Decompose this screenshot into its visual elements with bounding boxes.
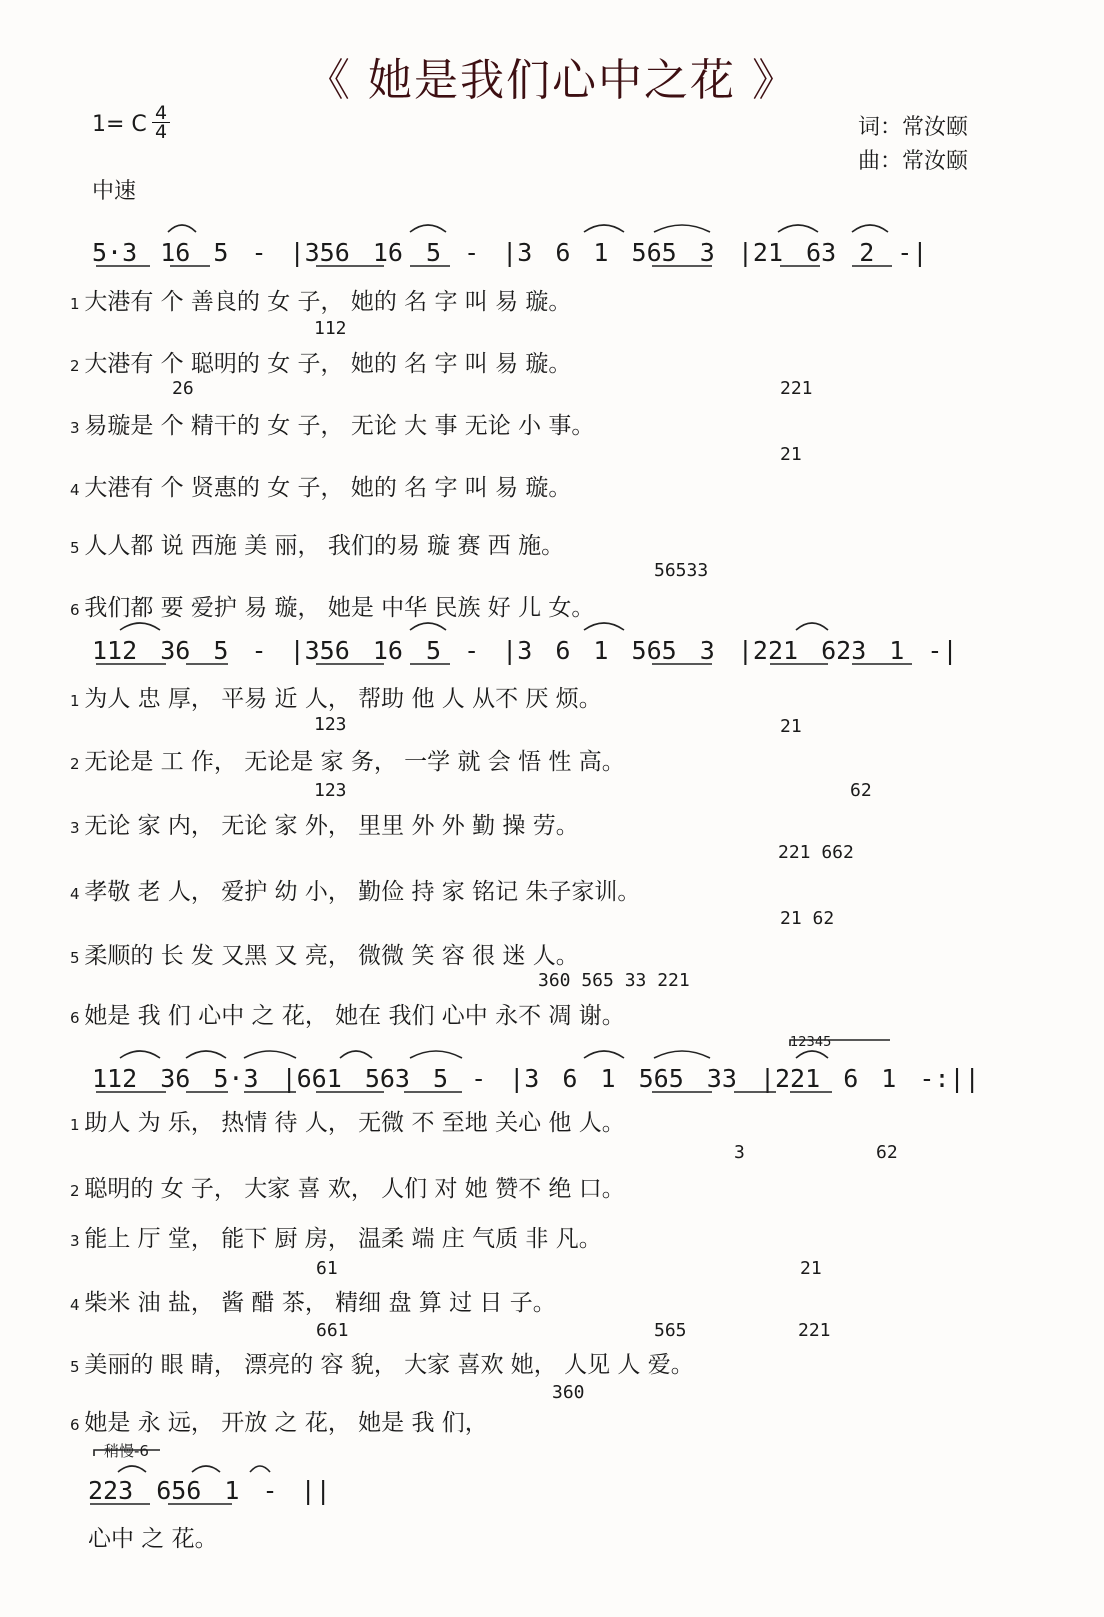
volta-line	[790, 1040, 890, 1046]
variant-notes: 26	[172, 378, 194, 399]
ritard-line	[94, 1450, 160, 1456]
lyric-line: 能上 厅 堂， 能下 厨 房， 温柔 端 庄 气质 非 凡。	[84, 1226, 602, 1252]
slur-arc	[244, 1051, 296, 1058]
slur-arc	[410, 623, 446, 630]
slur-arc	[410, 225, 446, 232]
slur-arc	[120, 1051, 160, 1058]
lyric-line: 大港有 个 贤惠的 女 子， 她的 名 字 叫 易 璇。	[84, 475, 572, 501]
notation-line-1: 5·3 16 5 - |356 16 5 - |3 6 1 565 3 |21 63 2 -|	[92, 238, 928, 267]
lyric-line: 人人都 说 西施 美 丽， 我们的易 璇 赛 西 施。	[84, 533, 565, 559]
ending-notation: 223 656 1 - ||	[88, 1476, 331, 1505]
time-top: 4	[154, 102, 168, 124]
slur-arc	[340, 1051, 372, 1058]
lyric-line: 孝敬 老 人， 爱护 幼 小， 勤俭 持 家 铭记 朱子家训。	[84, 879, 641, 905]
variant-notes: 123	[314, 714, 347, 735]
lyric-line: 美丽的 眼 睛， 漂亮的 容 貌， 大家 喜欢 她， 人见 人 爱。	[84, 1352, 694, 1378]
lyric-line: 助人 为 乐， 热情 待 人， 无微 不 至地 关心 他 人。	[84, 1110, 625, 1136]
lyric-line: 易璇是 个 精干的 女 子， 无论 大 事 无论 小 事。	[84, 413, 595, 439]
page-title: 《 她是我们心中之花 》	[306, 55, 798, 106]
slur-arc	[654, 225, 710, 232]
slur-arc	[796, 1051, 828, 1058]
variant-notes: 360 565 33 221	[538, 970, 690, 991]
key-signature: 1= C	[92, 112, 147, 137]
variant-notes: 565	[654, 1320, 687, 1341]
slur-arc	[168, 225, 196, 232]
fermata-arc	[250, 1466, 270, 1472]
notation-line-2: 112 36 5 - |356 16 5 - |3 6 1 565 3 |221 623 1 -|	[92, 636, 958, 665]
variant-notes: 21	[780, 444, 802, 465]
ending-marker: 稍慢-6	[104, 1442, 149, 1460]
variant-notes: 123	[314, 780, 347, 801]
lyric-line: 她是 我 们 心中 之 花， 她在 我们 心中 永不 凋 谢。	[84, 1003, 625, 1029]
lyric-line: 她是 永 远， 开放 之 花， 她是 我 们，	[84, 1410, 488, 1436]
slur-arc	[584, 1051, 624, 1058]
slur-arc	[120, 623, 160, 630]
time-bottom: 4	[152, 122, 170, 141]
slur-arc	[584, 623, 624, 630]
variant-notes: 3	[734, 1142, 745, 1163]
variant-notes: 21 62	[780, 908, 835, 929]
variant-notes: 661	[316, 1320, 349, 1341]
lyric-line: 聪明的 女 子， 大家 喜 欢， 人们 对 她 赞不 绝 口。	[84, 1176, 625, 1202]
variant-notes: 62	[850, 780, 872, 801]
slur-arc	[778, 225, 818, 232]
variant-notes: 221	[798, 1320, 831, 1341]
slur-arc	[584, 225, 624, 232]
lyric-line: 大港有 个 聪明的 女 子， 她的 名 字 叫 易 璇。	[84, 351, 572, 377]
variant-notes: 221	[780, 378, 813, 399]
notation-line-3: 112 36 5·3 |661 563 5 - |3 6 1 565 33 |221 6 1 -:||	[92, 1064, 980, 1093]
slur-arc	[796, 623, 828, 630]
lyric-line: 我们都 要 爱护 易 璇， 她是 中华 民族 好 儿 女。	[84, 595, 595, 621]
ending-lyric: 心中 之 花。	[88, 1526, 218, 1552]
variant-notes: 61	[316, 1258, 338, 1279]
slur-arc	[410, 1051, 462, 1058]
variant-notes: 221 662	[778, 842, 854, 863]
volta-bracket: 12345	[790, 1035, 832, 1050]
slur-arc	[192, 1466, 220, 1472]
composer: 曲：常汝颐	[858, 149, 969, 174]
slur-arc	[654, 1051, 710, 1058]
lyrics-block-1: 1 大港有 个 善良的 女 子， 她的 名 字 叫 易 璇。 2 大港有 个 聪明的 女 子， 她的 名 字 叫 易 璇。 3 易璇是 个 精干的 女 子， 无论 大 事 无论 小 事。 4 大港有 个 贤惠的 女 子， 她的 名 字 叫 易 璇。 5 人人都 说 西施 美 丽， 我们的易 璇 赛 西 施。 6 我们都 要 爱护 易 璇， 她是 中华 民族 好 儿 女。	[70, 289, 595, 621]
lyrics-block-2: 1 为人 忠 厚， 平易 近 人， 帮助 他 人 从不 厌 烦。 2 无论是 工 作， 无论是 家 务， 一学 就 会 悟 性 高。 3 无论 家 内， 无论 家 外， 里里 外 外 勤 操 劳。 4 孝敬 老 人， 爱护 幼 小， 勤俭 持 家 铭记 朱子家训。 5 柔顺的 长 发 又黑 又 亮， 微微 笑 容 很 迷 人。 6 她是 我 们 心中 之 花， 她在 我们 心中 永不 凋 谢。	[70, 686, 641, 1029]
lyric-line: 无论是 工 作， 无论是 家 务， 一学 就 会 悟 性 高。	[84, 749, 625, 775]
variant-notes: 112	[314, 318, 347, 339]
lyric-line: 大港有 个 善良的 女 子， 她的 名 字 叫 易 璇。	[84, 289, 572, 315]
lyric-line: 柴米 油 盐， 酱 醋 茶， 精细 盘 算 过 日 子。	[84, 1290, 556, 1316]
lyric-line: 为人 忠 厚， 平易 近 人， 帮助 他 人 从不 厌 烦。	[84, 686, 602, 712]
slur-arc	[118, 1466, 146, 1472]
tempo-marking: 中速	[92, 179, 137, 204]
variant-notes: 21	[800, 1258, 822, 1279]
slur-arc	[852, 225, 888, 232]
variant-notes: 21	[780, 716, 802, 737]
lyricist: 词：常汝颐	[858, 115, 969, 140]
lyric-line: 柔顺的 长 发 又黑 又 亮， 微微 笑 容 很 迷 人。	[84, 943, 579, 969]
lyrics-block-3: 1 助人 为 乐， 热情 待 人， 无微 不 至地 关心 他 人。 2 聪明的 女 子， 大家 喜 欢， 人们 对 她 赞不 绝 口。 3 能上 厅 堂， 能下 厨 房， 温柔 端 庄 气质 非 凡。 4 柴米 油 盐， 酱 醋 茶， 精细 盘 算 过 日 子。 5 美丽的 眼 睛， 漂亮的 容 貌， 大家 喜欢 她， 人见 人 爱。 6 她是 永 远， 开放 之 花， 她是 我 们，	[70, 1110, 694, 1436]
variant-notes: 56533	[654, 560, 709, 581]
variant-notes: 62	[876, 1142, 898, 1163]
lyric-line: 无论 家 内， 无论 家 外， 里里 外 外 勤 操 劳。	[84, 813, 579, 839]
slur-arc	[186, 1051, 226, 1058]
variant-notes: 360	[552, 1382, 585, 1403]
